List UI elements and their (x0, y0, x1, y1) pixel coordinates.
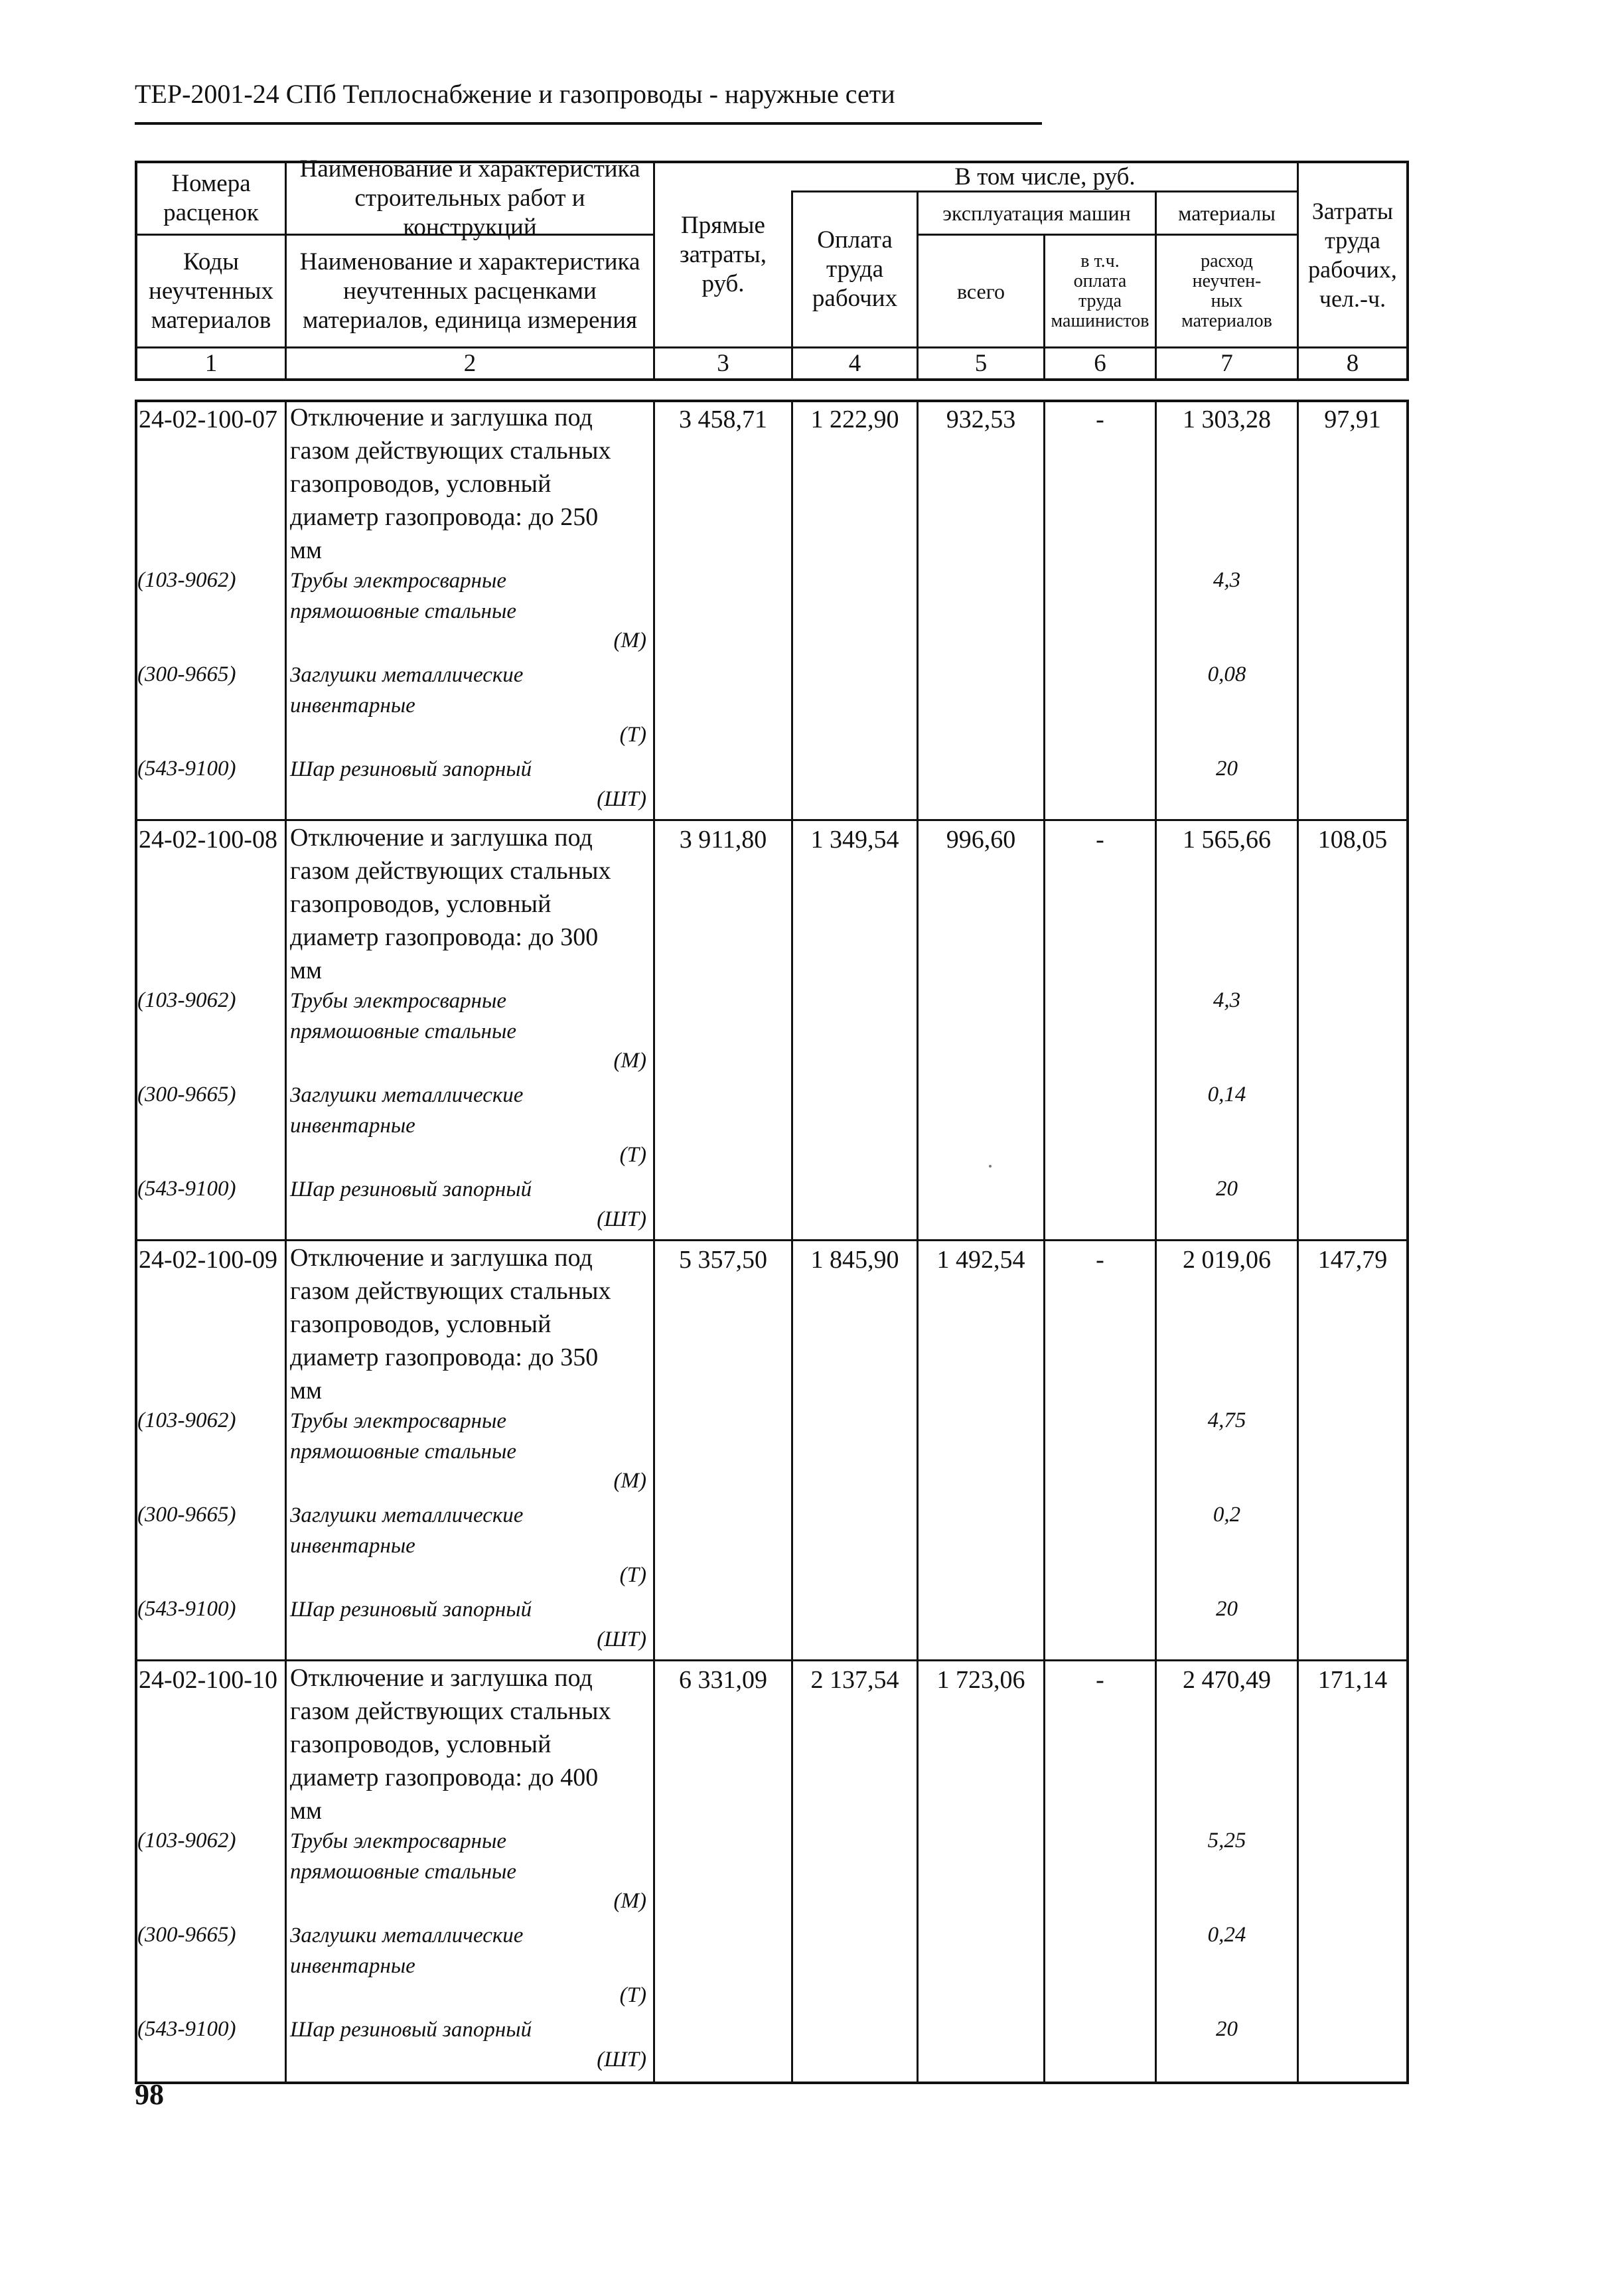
machines-cost: 1 492,54 (936, 1246, 1025, 1274)
header-materials-title: материалы (1178, 201, 1276, 225)
material-unit: (ШТ) (597, 787, 646, 811)
labor-hours: 108,05 (1317, 826, 1388, 854)
header-number-7: 7 (1220, 349, 1233, 377)
operators-cost: - (1096, 826, 1104, 854)
header-col8: Затраты труда рабочих, чел.-ч. (1308, 198, 1397, 312)
labor-hours: 171,14 (1317, 1666, 1388, 1694)
material-unit: (М) (613, 1049, 646, 1073)
material-code: (543-9100) (137, 757, 236, 781)
header-number-8: 8 (1346, 349, 1359, 377)
header-col6: в т.ч. оплата труда машинистов (1051, 250, 1149, 331)
material-name: Заглушки металлические инвентарные (290, 1083, 524, 1138)
material-qty: 5,25 (1207, 1829, 1246, 1853)
material-unit: (М) (613, 1469, 646, 1493)
materials-cost: 1 303,28 (1183, 406, 1271, 433)
rate-description: Отключение и заглушка под газом действующих стальных газопроводов, условный диаметр газопровода: до 350 мм (290, 1244, 611, 1404)
labor-hours: 97,91 (1324, 406, 1381, 433)
rates-table (135, 400, 1409, 2084)
header-col2-top: Наименование и характеристика строительных работ и конструкций (299, 155, 640, 241)
materials-cost: 2 019,06 (1183, 1246, 1271, 1274)
material-qty: 20 (1216, 1597, 1238, 1621)
material-name: Трубы электросварные прямошовные стальные (290, 989, 516, 1043)
operators-cost: - (1096, 1246, 1104, 1274)
operators-cost: - (1096, 406, 1104, 433)
material-qty: 20 (1216, 757, 1238, 781)
direct-cost: 5 357,50 (679, 1246, 767, 1274)
direct-cost: 3 911,80 (679, 826, 767, 854)
material-unit: (М) (613, 629, 646, 652)
machines-cost: 1 723,06 (936, 1666, 1025, 1694)
material-unit: (Т) (619, 1983, 646, 2007)
materials-cost: 1 565,66 (1183, 826, 1271, 854)
material-name: Шар резиновый запорный (290, 2018, 532, 2042)
labor-cost: 1 222,90 (810, 406, 899, 433)
labor-cost: 2 137,54 (810, 1666, 899, 1694)
material-name: Заглушки металлические инвентарные (290, 663, 524, 718)
page-number: 98 (135, 2078, 164, 2111)
rate-description: Отключение и заглушка под газом действующих стальных газопроводов, условный диаметр газопровода: до 250 мм (290, 404, 611, 564)
material-name: Заглушки металлические инвентарные (290, 1924, 524, 1978)
material-unit: (ШТ) (597, 1628, 646, 1651)
material-name: Трубы электросварные прямошовные стальные (290, 1829, 516, 1884)
material-code: (300-9665) (137, 1083, 236, 1106)
material-name: Трубы электросварные прямошовные стальные (290, 1409, 516, 1464)
table-header (135, 155, 1409, 381)
material-qty: 20 (1216, 2017, 1238, 2041)
material-unit: (ШТ) (597, 1207, 646, 1231)
material-qty: 20 (1216, 1177, 1238, 1201)
material-qty: 0,08 (1207, 662, 1246, 686)
header-col1-bottom: Коды неучтенных материалов (149, 248, 273, 334)
material-code: (103-9062) (137, 1408, 236, 1432)
material-qty: 0,14 (1207, 1083, 1246, 1106)
material-code: (543-9100) (137, 1597, 236, 1621)
material-unit: (Т) (619, 723, 646, 747)
material-qty: 0,24 (1207, 1923, 1246, 1947)
header-number-2: 2 (463, 349, 477, 377)
header-col4: Оплата труда рабочих (812, 226, 898, 312)
material-unit: (Т) (619, 1563, 646, 1587)
direct-cost: 6 331,09 (679, 1666, 767, 1694)
material-code: (300-9665) (137, 1503, 236, 1527)
header-machines-title: эксплуатация машин (942, 201, 1131, 225)
header-rule (135, 122, 1042, 125)
material-name: Шар резиновый запорный (290, 1177, 532, 1201)
header-number-4: 4 (848, 349, 861, 377)
material-qty: 4,75 (1207, 1408, 1246, 1432)
material-qty: 4,3 (1213, 988, 1241, 1012)
material-code: (543-9100) (137, 2017, 236, 2041)
labor-hours: 147,79 (1317, 1246, 1388, 1274)
machines-cost: 996,60 (946, 826, 1016, 854)
running-header: ТЕР-2001-24 СПб Теплоснабжение и газопроводы - наружные сети (135, 79, 895, 109)
header-number-3: 3 (717, 349, 729, 377)
direct-cost: 3 458,71 (679, 406, 767, 433)
header-col3: Прямые затраты, руб. (680, 212, 767, 297)
rate-code: 24-02-100-10 (139, 1666, 277, 1694)
materials-cost: 2 470,49 (1183, 1666, 1271, 1694)
material-code: (300-9665) (137, 1923, 236, 1947)
labor-cost: 1 845,90 (810, 1246, 899, 1274)
header-number-1: 1 (204, 349, 218, 377)
material-unit: (ШТ) (597, 2048, 646, 2072)
material-unit: (Т) (619, 1143, 646, 1167)
header-number-5: 5 (974, 349, 988, 377)
header-col7: расход неучтен- ных материалов (1181, 250, 1272, 331)
rate-description: Отключение и заглушка под газом действующих стальных газопроводов, условный диаметр газопровода: до 300 мм (290, 824, 611, 984)
material-name: Трубы электросварные прямошовные стальные (290, 569, 516, 623)
material-name: Шар резиновый запорный (290, 757, 532, 781)
material-name: Заглушки металлические инвентарные (290, 1503, 524, 1558)
material-name: Шар резиновый запорный (290, 1598, 532, 1622)
header-col1-top: Номера расценок (163, 170, 259, 226)
material-unit: (М) (613, 1889, 646, 1913)
labor-cost: 1 349,54 (810, 826, 899, 854)
rate-code: 24-02-100-08 (139, 826, 277, 854)
rate-code: 24-02-100-09 (139, 1246, 277, 1274)
material-code: (103-9062) (137, 988, 236, 1012)
material-qty: 0,2 (1213, 1503, 1241, 1527)
material-code: (300-9665) (137, 662, 236, 686)
material-code: (543-9100) (137, 1177, 236, 1201)
header-number-6: 6 (1094, 349, 1106, 377)
material-qty: 4,3 (1213, 568, 1241, 592)
header-group-title: В том числе, руб. (954, 163, 1136, 190)
rate-code: 24-02-100-07 (139, 406, 277, 433)
header-col5: всего (956, 279, 1005, 303)
operators-cost: - (1096, 1666, 1104, 1694)
material-code: (103-9062) (137, 1829, 236, 1853)
machines-cost: 932,53 (946, 406, 1016, 433)
header-col2-bottom: Наименование и характеристика неучтенных расценками материалов, единица измерения (299, 248, 640, 334)
material-code: (103-9062) (137, 568, 236, 592)
rate-description: Отключение и заглушка под газом действующих стальных газопроводов, условный диаметр газопровода: до 400 мм (290, 1664, 611, 1825)
